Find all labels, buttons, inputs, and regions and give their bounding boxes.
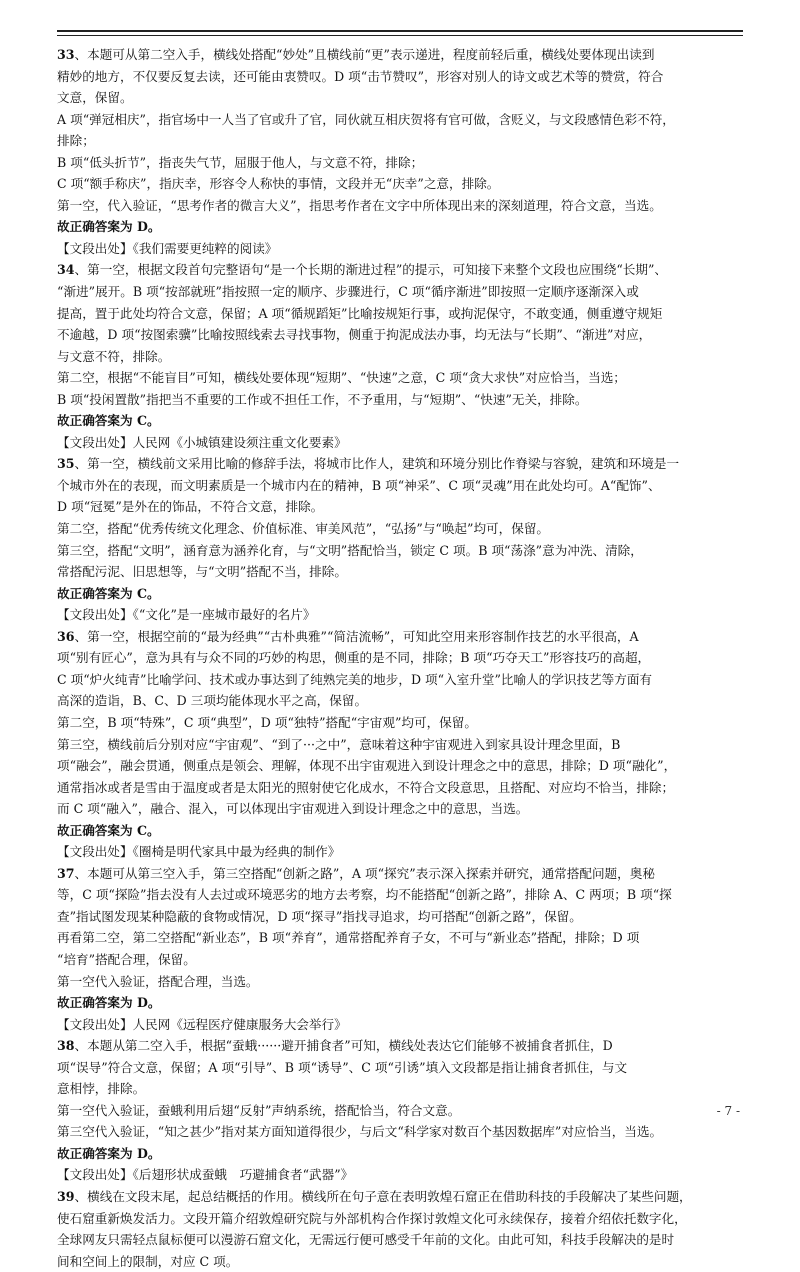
line-text: 与文意不符，排除。 <box>57 348 171 364</box>
line-text: 常搭配污泥、旧思想等，与“文明”搭配不当，排除。 <box>57 564 347 580</box>
line-text: 第三空代入验证，“知之甚少”指对某方面知道得很少，与后文“科学家对数百个基因数据库”对应恰当，当选。 <box>57 1124 663 1140</box>
question-number: 39 <box>57 1188 75 1204</box>
text-line <box>57 152 747 174</box>
text-line <box>57 1014 747 1036</box>
question-number: 36 <box>57 628 75 644</box>
question-line <box>57 863 747 885</box>
line-text: 第一空代入验证，蚕蛾利用后翅“反射”声纳系统，搭配恰当，符合文意。 <box>57 1102 461 1118</box>
text-line <box>57 949 747 971</box>
text-line <box>57 389 747 411</box>
line-text: 【文段出处】人民网《远程医疗健康服务大会举行》 <box>57 1016 347 1032</box>
line-text: D 项“冠冕”是外在的饰品，不符合文意，排除。 <box>57 499 324 515</box>
answer-line <box>57 992 747 1014</box>
line-text: 故正确答案为 D。 <box>57 1145 161 1161</box>
text-line <box>57 281 747 303</box>
text-line <box>57 1121 747 1143</box>
line-text: 项“误导”符合文意，保留；A 项“引导”、B 项“诱导”、C 项“引诱”填入文段都是指让捕食者抓住，与文 <box>57 1059 628 1075</box>
line-text: 第二空，根据“不能盲目”可知，横线处要体现“短期”、“快速”之意，C 项“贪大求快”对应恰当，当选； <box>57 370 626 386</box>
line-text: 再看第二空，第二空搭配“新业态”，B 项“养育”，通常搭配养育子女，不可与“新业态”搭配，排除；D 项 <box>57 930 640 946</box>
header-rule-thin <box>57 35 743 36</box>
text-line <box>57 841 747 863</box>
text-line <box>57 238 747 260</box>
line-text: 、本题从第二空入手，根据“蚕蛾······避开捕食者”可知，横线处表达它们能够不被捕食者抓住，D <box>74 1038 613 1054</box>
line-text: 、本题可从第二空入手，横线处搭配“妙处”且横线前“更”表示递进，程度前轻后重，横线处要体现出读到 <box>74 47 655 62</box>
question-number: 35 <box>57 456 75 472</box>
text-line <box>57 518 747 540</box>
question-line <box>57 1186 747 1208</box>
text-line <box>57 432 747 454</box>
text-line <box>57 173 747 195</box>
line-text: 【文段出处】《圈椅是明代家具中最为经典的制作》 <box>57 844 341 860</box>
line-text: C 项“额手称庆”，指庆幸，形容令人称快的事情，文段并无“庆幸”之意，排除。 <box>57 176 500 192</box>
line-text: B 项“低头折节”，指丧失气节，屈服于他人，与文意不符，排除； <box>57 154 424 170</box>
text-line <box>57 712 747 734</box>
text-line <box>57 798 747 820</box>
line-text: C 项“炉火纯青”比喻学问、技术或办事达到了纯熟完美的地步，D 项“入室升堂”比喻人的学识技艺等方面有 <box>57 671 653 687</box>
text-line <box>57 1078 747 1100</box>
text-line <box>57 1164 747 1186</box>
text-line <box>57 777 747 799</box>
line-text: 、第一空，横线前文采用比喻的修辞手法，将城市比作人，建筑和环境分别比作脊梁与容貌，建筑和环境是一 <box>74 456 680 472</box>
text-line <box>57 927 747 949</box>
line-text: 第三空，横线前后分别对应“宇宙观”、“到了···之中”，意味着这种宇宙观进入到家具设计理念里面，B <box>57 736 621 752</box>
line-text: 第一空，代入验证，“思考作者的微言大义”，指思考作者在文字中所体现出来的深刻道理，符合文意，当选。 <box>57 197 662 213</box>
line-text: “培育”搭配合理，保留。 <box>57 951 196 967</box>
line-text: 文意，保留。 <box>57 90 133 106</box>
line-text: 全球网友只需轻点鼠标便可以漫游石窟文化，无需远行便可感受千年前的文化。由此可知，科技手段解决的是时 <box>57 1232 675 1248</box>
text-line <box>57 130 747 152</box>
line-text: 项“融会”，融会贯通，侧重点是领会、理解，体现不出宇宙观进入到设计理念之中的意思，排除；D 项“融化”， <box>57 758 677 774</box>
text-line <box>57 195 747 217</box>
line-text: 、第一空，根据空前的“最为经典”“古朴典雅”“简洁流畅”，可知此空用来形容制作技艺的水平很高，A <box>74 628 639 644</box>
line-text: 提高，置于此处均符合文意，保留；A 项“循规蹈矩”比喻按规矩行事，或拘泥保守，不敢变通，侧重遵守规矩 <box>57 305 663 321</box>
line-text: 而 C 项“融入”，融合、混入，可以体现出宇宙观进入到设计理念之中的意思，当选。 <box>57 801 529 817</box>
line-text: 等，C 项“探险”指去没有人去过或环境恶劣的地方去考察，均不能搭配“创新之路”，排除 A、C 两项；B 项“探 <box>57 887 672 903</box>
answer-line <box>57 583 747 605</box>
text-line <box>57 755 747 777</box>
text-line <box>57 604 747 626</box>
question-line <box>57 453 747 475</box>
text-line <box>57 884 747 906</box>
text-line <box>57 66 747 88</box>
line-text: 精妙的地方，不仅要反复去读，还可能由衷赞叹。D 项“击节赞叹”，形容对别人的诗文或艺术等的赞赏，符合 <box>57 68 664 84</box>
line-text: 不逾越，D 项“按图索骥”比喻按照线索去寻找事物，侧重于拘泥成法办事，均无法与“长期”、“渐进”对应， <box>57 327 652 343</box>
text-line <box>57 561 747 583</box>
line-text: 故正确答案为 C。 <box>57 585 160 601</box>
line-text: 排除； <box>57 133 95 149</box>
text-line <box>57 109 747 131</box>
line-text: 意相悖，排除。 <box>57 1081 146 1097</box>
text-line <box>57 496 747 518</box>
line-text: 查”指试图发现某种隐蔽的食物或情况，D 项“探寻”指找寻追求，均可搭配“创新之路”，保留。 <box>57 908 582 924</box>
answer-line <box>57 1143 747 1165</box>
text-line <box>57 346 747 368</box>
text-line <box>57 906 747 928</box>
question-number: 37 <box>57 865 75 881</box>
line-text: 项“别有匠心”，意为具有与众不同的巧妙的构思，侧重的是不同，排除；B 项“巧夺天工”形容技巧的高超， <box>57 650 651 666</box>
question-line <box>57 1035 747 1057</box>
line-text: 【文段出处】《“文化”是一座城市最好的名片》 <box>57 607 316 623</box>
line-text: 第二空，搭配“优秀传统文化理念、价值标准、审美风范”，“弘扬”与“唤起”均可，保留。 <box>57 521 550 537</box>
text-line <box>57 1229 747 1251</box>
line-text: 个城市外在的表现，而文明素质是一个城市内在的精神，B 项“神采”、C 项“灵魂”用在此处均可。A“配饰”、 <box>57 477 661 493</box>
text-line <box>57 971 747 993</box>
line-text: 、横线在文段末尾，起总结概括的作用。横线所在句子意在表明敦煌石窟正在借助科技的手段解决了某些问题， <box>74 1188 692 1204</box>
line-text: 故正确答案为 D。 <box>57 995 161 1011</box>
line-text: 、本题可从第三空入手，第三空搭配“创新之路”，A 项“探究”表示深入探索并研究，通常搭配问题，奥秘 <box>74 865 655 881</box>
answer-line <box>57 410 747 432</box>
text-line <box>57 647 747 669</box>
answer-line <box>57 216 747 238</box>
question-line <box>57 259 747 281</box>
line-text: 间和空间上的限制，对应 C 项。 <box>57 1253 239 1269</box>
text-line <box>57 1251 747 1272</box>
line-text: 第二空，B 项“特殊”，C 项“典型”，D 项“独特”搭配“宇宙观”均可，保留。 <box>57 714 477 730</box>
line-text: B 项“投闲置散”指把当不重要的工作或不担任工作，不予重用，与“短期”、“快速”无关，排除。 <box>57 391 588 407</box>
line-text: 故正确答案为 D。 <box>57 219 161 235</box>
answer-explanations <box>57 44 747 1272</box>
text-line <box>57 1057 747 1079</box>
line-text: “渐进”展开。B 项“按部就班”指按照一定的顺序、步骤进行，C 项“循序渐进”即按照一定顺序逐渐深入或 <box>57 284 639 300</box>
line-text: 【文段出处】人民网《小城镇建设须注重文化要素》 <box>57 434 347 450</box>
line-text: 故正确答案为 C。 <box>57 822 160 838</box>
text-line <box>57 475 747 497</box>
line-text: 【文段出处】《我们需要更纯粹的阅读》 <box>57 240 278 256</box>
text-line <box>57 87 747 109</box>
line-text: 第三空，搭配“文明”，涵育意为涵养化育，与“文明”搭配恰当，锁定 C 项。B 项“荡涤”意为冲洗、清除， <box>57 542 643 558</box>
text-line <box>57 734 747 756</box>
text-line <box>57 1208 747 1230</box>
line-text: 【文段出处】《后翅形状成蚕蛾 巧避捕食者“武器”》 <box>57 1167 354 1183</box>
text-line <box>57 1100 747 1122</box>
answer-line <box>57 820 747 842</box>
line-text: 第一空代入验证，搭配合理，当选。 <box>57 973 259 989</box>
line-text: 使石窟重新焕发活力。文段开篇介绍敦煌研究院与外部机构合作探讨敦煌文化可永续保存，接着介绍依托数字化， <box>57 1210 687 1226</box>
header-rule-thick <box>57 30 743 32</box>
line-text: 故正确答案为 C。 <box>57 413 160 429</box>
text-line <box>57 303 747 325</box>
question-line <box>57 626 747 648</box>
line-text: 高深的造诣，B、C、D 三项均能体现水平之高，保留。 <box>57 693 368 709</box>
question-number: 33 <box>57 47 75 62</box>
question-number: 34 <box>57 262 75 278</box>
text-line <box>57 367 747 389</box>
question-number: 38 <box>57 1038 75 1054</box>
text-line <box>57 324 747 346</box>
question-line <box>57 44 747 66</box>
line-text: 、第一空，根据文段首句完整语句“是一个长期的渐进过程”的提示，可知接下来整个文段也应围绕“长期”、 <box>74 262 668 278</box>
line-text: A 项“弹冠相庆”，指官场中一人当了官或升了官，同伙就互相庆贺将有官可做，含贬义，与文段感情色彩不符， <box>57 111 675 127</box>
page-number: - 7 - <box>716 1104 740 1118</box>
line-text: 通常指冰或者是雪由于温度或者是太阳光的照射使它化成水，不符合文段意思，且搭配、对应均不恰当，排除； <box>57 779 675 795</box>
text-line <box>57 669 747 691</box>
text-line <box>57 690 747 712</box>
text-line <box>57 540 747 562</box>
